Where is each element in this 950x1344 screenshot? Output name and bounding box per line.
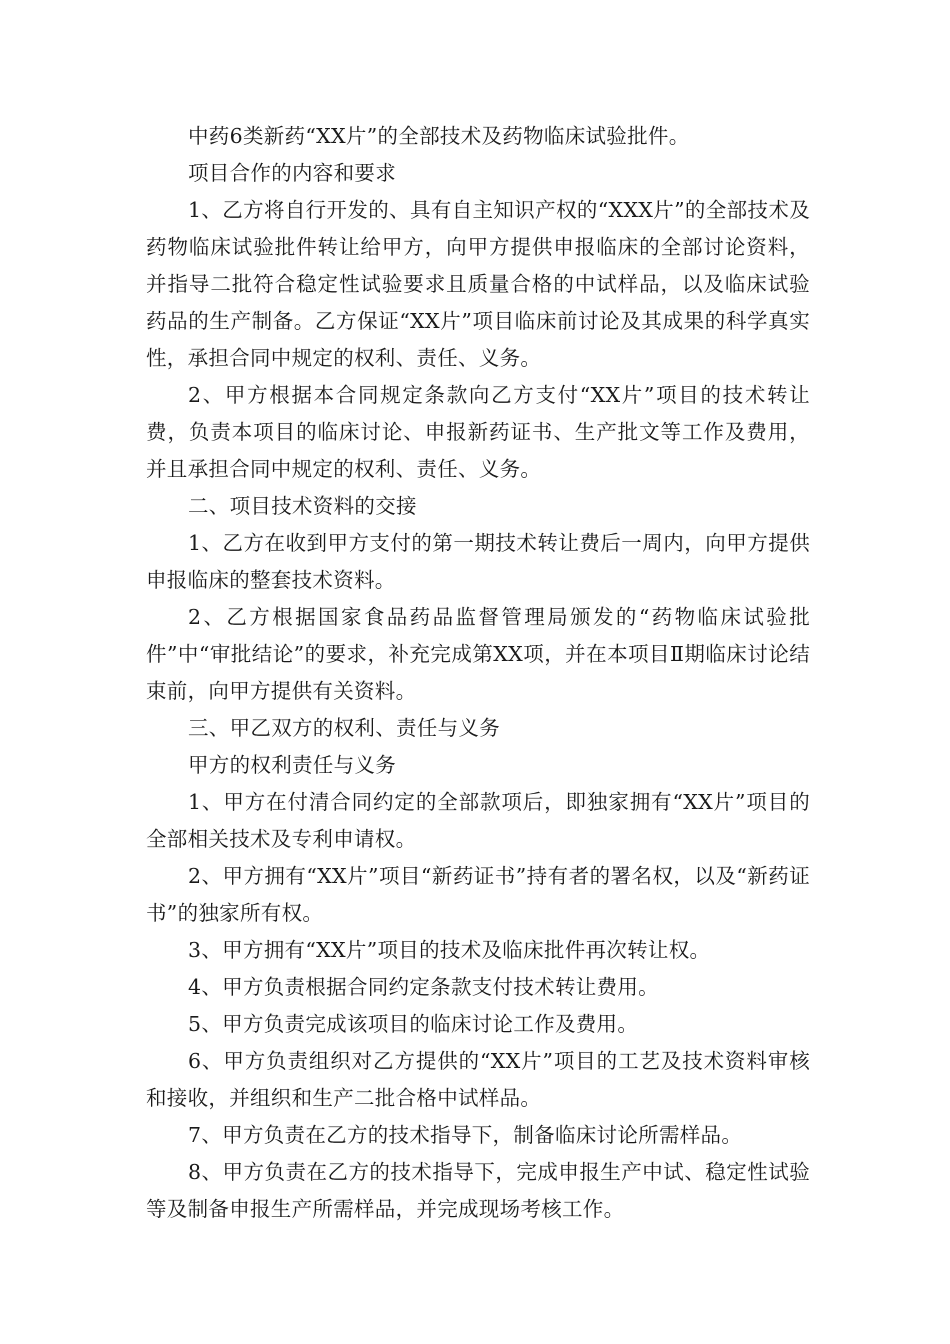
section-heading: 项目合作的内容和要求 [188,161,396,185]
paragraph: 5、甲方负责完成该项目的临床讨论工作及费用。 [188,1012,639,1036]
paragraph: 4、甲方负责根据合同约定条款支付技术转让费用。 [188,975,659,999]
paragraph: 2、甲方拥有“XX片”项目“新药证书”持有者的署名权，以及“新药证书”的独家所有权。 [146,864,810,925]
paragraph: 1、甲方在付清合同约定的全部款项后，即独家拥有“XX片”项目的全部相关技术及专利申请权。 [146,790,810,851]
section-heading: 甲方的权利责任与义务 [188,753,396,777]
document-body [146,118,810,1228]
paragraph: 2、乙方根据国家食品药品监督管理局颁发的“药物临床试验批件”中“审批结论”的要求，补充完成第XX项，并在本项目Ⅱ期临床讨论结束前，向甲方提供有关资料。 [146,605,810,703]
paragraph: 3、甲方拥有“XX片”项目的技术及临床批件再次转让权。 [188,938,711,962]
paragraph: 中药6类新药“XX片”的全部技术及药物临床试验批件。 [188,124,690,148]
paragraph: 1、乙方在收到甲方支付的第一期技术转让费后一周内，向甲方提供申报临床的整套技术资料。 [146,531,810,592]
paragraph: 7、甲方负责在乙方的技术指导下，制备临床讨论所需样品。 [188,1123,743,1147]
paragraph: 1、乙方将自行开发的、具有自主知识产权的“XXX片”的全部技术及药物临床试验批件转让给甲方，向甲方提供申报临床的全部讨论资料，并指导二批符合稳定性试验要求且质量合格的中试样品，以及临床试验药品的生产制备。乙方保证“XX片”项目临床前讨论及其成果的科学真实性，承担合同中规定的权利、责任、义务。 [146,198,810,370]
paragraph: 8、甲方负责在乙方的技术指导下，完成申报生产中试、稳定性试验等及制备申报生产所需样品，并完成现场考核工作。 [146,1160,810,1221]
section-heading: 二、项目技术资料的交接 [188,494,417,518]
paragraph: 2、甲方根据本合同规定条款向乙方支付“XX片”项目的技术转让费，负责本项目的临床讨论、申报新药证书、生产批文等工作及费用，并且承担合同中规定的权利、责任、义务。 [146,383,810,481]
section-heading: 三、甲乙双方的权利、责任与义务 [188,716,500,740]
paragraph: 6、甲方负责组织对乙方提供的“XX片”项目的工艺及技术资料审核和接收，并组织和生产二批合格中试样品。 [146,1049,810,1110]
